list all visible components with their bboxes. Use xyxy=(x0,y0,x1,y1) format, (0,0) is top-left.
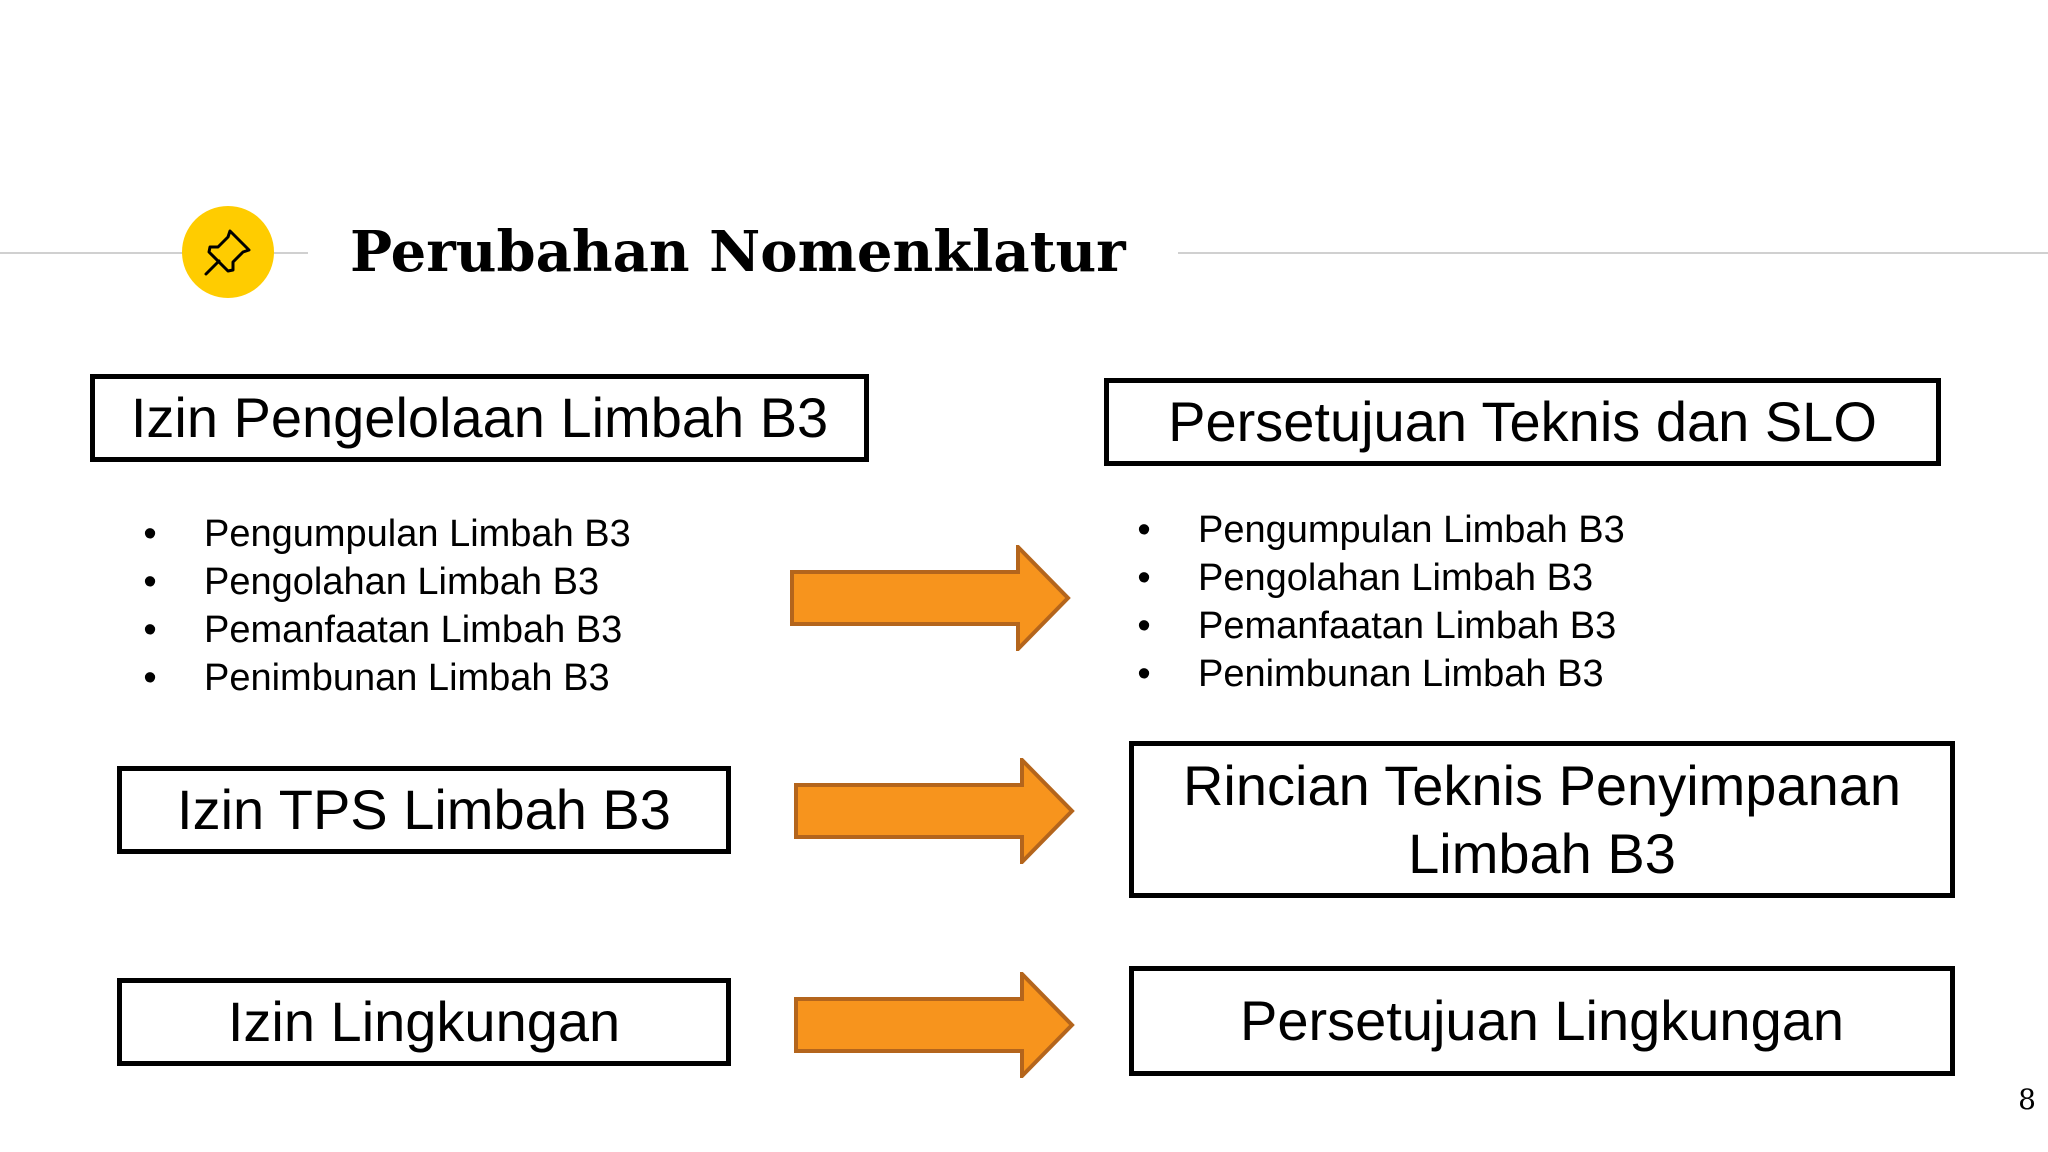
header-rule-right xyxy=(1178,252,2048,254)
list-item: • Pengumpulan Limbah B3 xyxy=(143,513,631,555)
right-arrow-icon xyxy=(794,758,1076,864)
old-term-pengelolaan-list xyxy=(140,510,631,702)
old-term-tps-box xyxy=(117,766,731,854)
right-arrow-icon xyxy=(794,972,1076,1078)
new-term-rincian-teknis-box xyxy=(1129,741,1955,898)
list-item: • Pengumpulan Limbah B3 xyxy=(1137,509,1625,551)
pushpin-icon xyxy=(199,223,257,281)
old-term-izin-lingkungan-box xyxy=(117,978,731,1066)
old-term-pengelolaan-box xyxy=(90,374,869,462)
new-term-persetujuan-lingkungan-box xyxy=(1129,966,1955,1076)
new-term-persetujuan-lingkungan-label: Persetujuan Lingkungan xyxy=(1239,989,1845,1052)
old-term-izin-lingkungan-label: Izin Lingkungan xyxy=(227,990,621,1053)
page-title: Perubahan Nomenklatur xyxy=(350,219,1126,285)
old-term-pengelolaan-label: Izin Pengelolaan Limbah B3 xyxy=(130,386,829,449)
new-term-persetujuan-teknis-label: Persetujuan Teknis dan SLO xyxy=(1168,390,1877,453)
list-item: • Pengolahan Limbah B3 xyxy=(143,561,600,603)
pin-badge xyxy=(182,206,274,298)
page-number: 8 xyxy=(2018,1083,2036,1116)
right-arrow-icon xyxy=(790,545,1072,651)
list-item: • Penimbunan Limbah B3 xyxy=(1137,653,1604,695)
list-item: • Pemanfaatan Limbah B3 xyxy=(1137,605,1617,647)
list-item: • Penimbunan Limbah B3 xyxy=(143,657,610,699)
list-item: • Pemanfaatan Limbah B3 xyxy=(143,609,623,651)
new-term-persetujuan-teknis-box xyxy=(1104,378,1941,466)
new-term-rincian-teknis-label: Rincian Teknis Penyimpanan Limbah B3 xyxy=(1182,753,1902,885)
old-term-tps-label: Izin TPS Limbah B3 xyxy=(177,778,671,841)
new-term-persetujuan-teknis-list xyxy=(1134,506,1625,698)
list-item: • Pengolahan Limbah B3 xyxy=(1137,557,1594,599)
